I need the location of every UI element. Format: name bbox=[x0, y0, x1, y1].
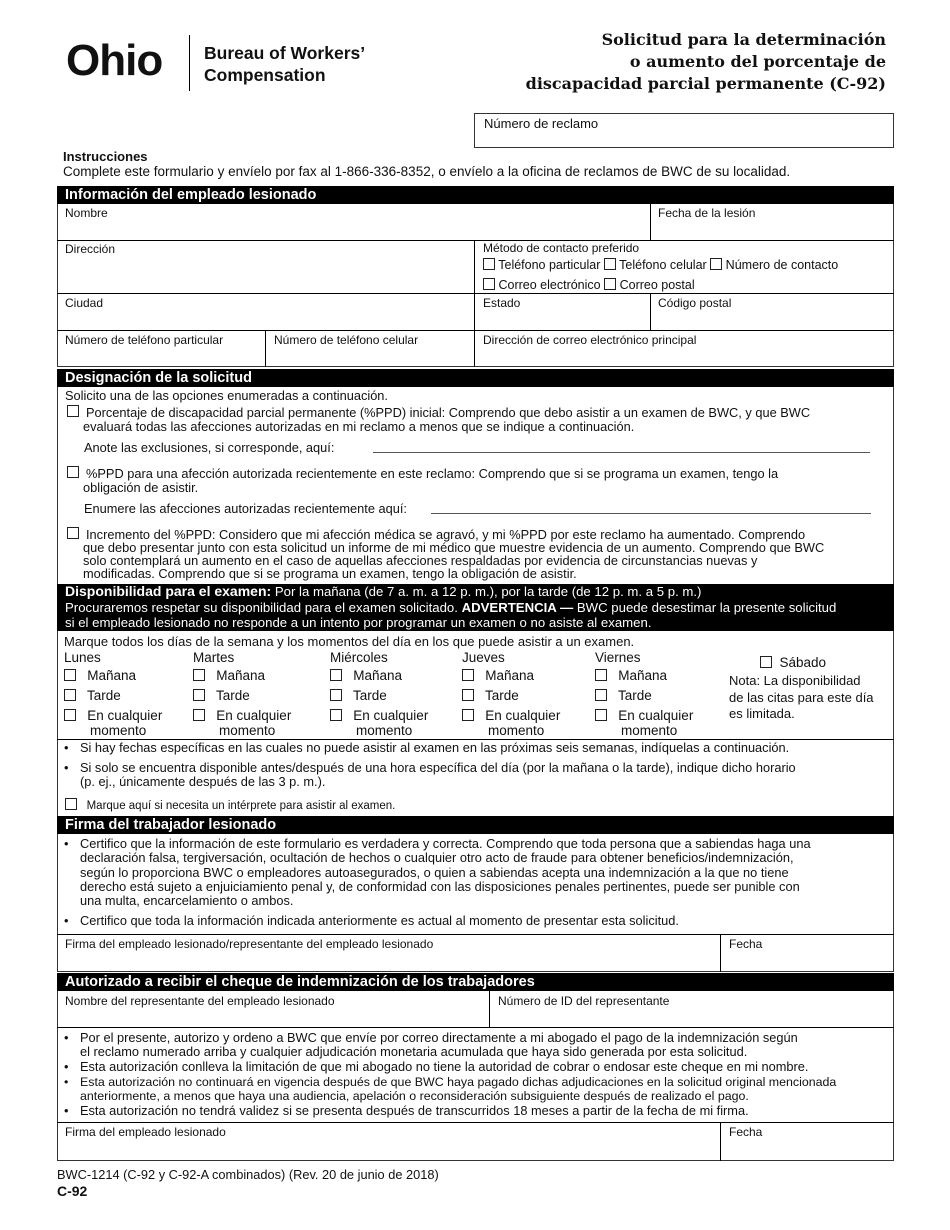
morning-label: Mañana bbox=[485, 668, 535, 683]
cert1-line-4: derecho está sujeto a enjuiciamiento penal y, de conformidad con las disposiciones penales pertinentes, puede ser punible con bbox=[80, 878, 800, 894]
state-field[interactable]: Estado bbox=[483, 296, 521, 310]
injury-date-field[interactable]: Fecha de la lesión bbox=[658, 206, 756, 220]
authorization-signature-field[interactable]: Firma del empleado lesionado bbox=[65, 1125, 226, 1139]
auth3-line-2: anteriormente, a menos que haya una audiencia, apelación o reconsideración subsiguiente después de realizado el pago. bbox=[80, 1089, 749, 1103]
divider bbox=[265, 330, 266, 367]
divider bbox=[57, 1122, 894, 1123]
contact-row-1 bbox=[483, 258, 838, 272]
day-miercoles bbox=[330, 650, 388, 665]
lunes-anytime-option bbox=[64, 708, 162, 738]
miercoles-anytime-option bbox=[330, 708, 428, 738]
contact-number-checkbox[interactable] bbox=[710, 258, 722, 270]
new-conditions-input-line[interactable] bbox=[431, 513, 871, 514]
miercoles-afternoon-option bbox=[330, 688, 387, 703]
day-label: Viernes bbox=[595, 650, 641, 665]
form-title bbox=[526, 29, 886, 95]
availability-header-line-2 bbox=[65, 600, 894, 616]
anytime-label-2: momento bbox=[90, 723, 147, 738]
divider bbox=[650, 293, 651, 330]
ppd-increase-line-1: Incremento del %PPD: Considero que mi afección médica se agravó, y mi %PPD por este reclamo ha aumentado. Comprendo bbox=[86, 527, 806, 542]
day-label: Jueves bbox=[462, 650, 505, 665]
divider bbox=[720, 934, 721, 972]
anytime-label-1: En cualquier bbox=[618, 708, 694, 723]
anytime-label-2: momento bbox=[488, 723, 545, 738]
availability-header-line-1 bbox=[65, 584, 894, 600]
cell-phone-field[interactable]: Número de teléfono celular bbox=[274, 333, 419, 347]
cell-phone-option: Teléfono celular bbox=[619, 258, 707, 272]
interpreter-label: Marque aquí si necesita un intérprete para asistir al examen. bbox=[86, 800, 396, 812]
afternoon-label: Tarde bbox=[87, 688, 121, 703]
home-phone-field[interactable]: Número de teléfono particular bbox=[65, 333, 224, 347]
anytime-label-2: momento bbox=[621, 723, 678, 738]
saturday-note-line-3: es limitada. bbox=[729, 706, 795, 721]
contact-method-label: Método de contacto preferido bbox=[483, 241, 640, 255]
agency-line-1: Bureau of Workers’ bbox=[204, 43, 366, 63]
afternoon-label: Tarde bbox=[353, 688, 387, 703]
signature-section-header: Firma del trabajador lesionado bbox=[57, 816, 894, 834]
afternoon-label: Tarde bbox=[216, 688, 250, 703]
saturday-note-line-2: de las citas para este día bbox=[729, 689, 874, 705]
jueves-morning-option bbox=[462, 668, 534, 683]
saturday-note-line-1: Nota: La disponibilidad bbox=[729, 673, 861, 688]
anytime-checkbox[interactable] bbox=[595, 709, 607, 721]
logo-divider bbox=[189, 35, 190, 91]
afternoon-checkbox[interactable] bbox=[462, 689, 474, 701]
divider bbox=[57, 240, 894, 241]
anytime-checkbox[interactable] bbox=[64, 709, 76, 721]
availability-instruction: Marque todos los días de la semana y los momentos del día en los que puede asistir a un examen. bbox=[64, 634, 635, 649]
day-martes bbox=[193, 650, 234, 665]
new-condition-checkbox[interactable] bbox=[67, 466, 79, 478]
day-viernes bbox=[595, 650, 641, 665]
morning-checkbox[interactable] bbox=[462, 669, 474, 681]
initial-ppd-line-1: Porcentaje de discapacidad parcial permanente (%PPD) inicial: Comprendo que debo asistir a un examen de BWC, y que BWC bbox=[86, 405, 811, 420]
initial-ppd-line-2: evaluará todas las afecciones autorizadas en mi reclamo a menos que se indique a continuación. bbox=[83, 418, 635, 434]
title-line-1: Solicitud para la determinación bbox=[601, 30, 886, 49]
jueves-afternoon-option bbox=[462, 688, 519, 703]
afternoon-label: Tarde bbox=[485, 688, 519, 703]
availability-header-line-3: si el empleado lesionado no responde a un intento por programar un examen o no asiste al examen. bbox=[65, 615, 652, 630]
ppd-increase-line-4: modificadas. Comprendo que si se programa un examen, tengo la obligación de asistir. bbox=[83, 566, 577, 581]
request-section-header: Designación de la solicitud bbox=[57, 369, 894, 387]
martes-afternoon-option bbox=[193, 688, 250, 703]
exclusions-label: Anote las exclusiones, si corresponde, aquí: bbox=[84, 440, 335, 455]
contact-number-option: Número de contacto bbox=[725, 258, 839, 272]
auth1-line-1: • Por el presente, autorizo y ordeno a BWC que envíe por correo directamente a mi abogado el pago de la indemnización según bbox=[80, 1030, 798, 1045]
morning-checkbox[interactable] bbox=[64, 669, 76, 681]
day-label: Martes bbox=[193, 650, 235, 665]
divider bbox=[720, 1122, 721, 1161]
availability-warning: ADVERTENCIA — bbox=[461, 599, 574, 615]
home-phone-option: Teléfono particular bbox=[498, 258, 601, 272]
agency-line-2: Compensation bbox=[204, 65, 326, 85]
authorization-section-header: Autorizado a recibir el cheque de indemnización de los trabajadores bbox=[57, 973, 894, 991]
authorization-bullet-3 bbox=[60, 1075, 836, 1103]
morning-checkbox[interactable] bbox=[193, 669, 205, 681]
divider bbox=[489, 991, 490, 1027]
email-checkbox[interactable] bbox=[483, 278, 495, 290]
representative-name-field[interactable]: Nombre del representante del empleado lesionado bbox=[65, 994, 335, 1008]
afternoon-checkbox[interactable] bbox=[193, 689, 205, 701]
email-option: Correo electrónico bbox=[498, 278, 601, 292]
availability-note-a: Procuraremos respetar su disponibilidad para el examen solicitado. bbox=[65, 599, 458, 615]
form-code: C-92 bbox=[57, 1183, 88, 1199]
time-restriction-line-1: • Si solo se encuentra disponible antes/después de una hora específica del día (por la mañana o la tarde), indique dicho horario bbox=[80, 760, 796, 775]
martes-anytime-option bbox=[193, 708, 291, 738]
anytime-checkbox[interactable] bbox=[330, 709, 342, 721]
email-field[interactable]: Dirección de correo electrónico principal bbox=[483, 333, 697, 347]
day-lunes bbox=[64, 650, 101, 665]
martes-morning-option bbox=[193, 668, 265, 683]
divider bbox=[650, 204, 651, 240]
signature-date-field[interactable]: Fecha bbox=[729, 937, 763, 951]
address-field[interactable]: Dirección bbox=[65, 242, 116, 256]
claim-number-field[interactable] bbox=[474, 113, 894, 148]
morning-label: Mañana bbox=[618, 668, 668, 683]
agency-name bbox=[204, 42, 365, 86]
cert1-line-5: una multa, encarcelamiento o ambos. bbox=[80, 893, 294, 909]
saturday-checkbox[interactable] bbox=[760, 656, 772, 668]
viernes-afternoon-option bbox=[595, 688, 652, 703]
morning-checkbox[interactable] bbox=[330, 669, 342, 681]
anytime-label-1: En cualquier bbox=[485, 708, 561, 723]
anytime-label-2: momento bbox=[219, 723, 276, 738]
viernes-morning-option bbox=[595, 668, 667, 683]
lunes-morning-option bbox=[64, 668, 136, 683]
morning-label: Mañana bbox=[87, 668, 137, 683]
auth3-line-1: • Esta autorización no continuará en vigencia después de que BWC haya pagado dichas adjudicaciones en la solicitud original mencionada bbox=[80, 1075, 837, 1089]
morning-label: Mañana bbox=[216, 668, 266, 683]
jueves-anytime-option bbox=[462, 708, 560, 738]
mail-option: Correo postal bbox=[619, 278, 695, 292]
cell-phone-checkbox[interactable] bbox=[604, 258, 616, 270]
cert1-line-2: declaración falsa, tergiversación, ocultación de hechos o cualquier otro acto de fraude para obtener beneficios/indemnización, bbox=[80, 850, 794, 866]
representative-id-field[interactable]: Número de ID del representante bbox=[498, 994, 670, 1008]
saturday-note bbox=[729, 673, 874, 723]
viernes-anytime-option bbox=[595, 708, 693, 738]
afternoon-checkbox[interactable] bbox=[595, 689, 607, 701]
authorization-date-field[interactable]: Fecha bbox=[729, 1125, 763, 1139]
employee-section-header: Información del empleado lesionado bbox=[57, 186, 894, 204]
certification-bullet-1 bbox=[60, 837, 811, 908]
availability-hours: Por la mañana (de 7 a. m. a 12 p. m.), por la tarde (de 12 p. m. a 5 p. m.) bbox=[274, 584, 702, 599]
ohio-logo: Ohio bbox=[66, 36, 163, 85]
new-condition-option bbox=[83, 466, 876, 495]
afternoon-label: Tarde bbox=[618, 688, 652, 703]
claim-number-label: Número de reclamo bbox=[484, 116, 599, 131]
anytime-checkbox[interactable] bbox=[462, 709, 474, 721]
afternoon-checkbox[interactable] bbox=[330, 689, 342, 701]
contact-row-2 bbox=[483, 278, 695, 292]
exclusions-input-line[interactable] bbox=[373, 452, 870, 453]
time-restriction-line-2: (p. ej., únicamente después de las 3 p. m.). bbox=[80, 774, 326, 789]
home-phone-checkbox[interactable] bbox=[483, 258, 495, 270]
instructions-heading: Instrucciones bbox=[63, 149, 148, 164]
availability-header bbox=[57, 584, 894, 631]
day-label: Lunes bbox=[64, 650, 101, 665]
anytime-label-1: En cualquier bbox=[353, 708, 429, 723]
initial-ppd-checkbox[interactable] bbox=[67, 405, 79, 417]
anytime-label-1: En cualquier bbox=[87, 708, 163, 723]
zip-field[interactable]: Código postal bbox=[658, 296, 732, 310]
title-line-3: discapacidad parcial permanente (C-92) bbox=[525, 74, 886, 93]
form-id: BWC-1214 (C-92 y C-92-A combinados) (Rev. 20 de junio de 2018) bbox=[57, 1167, 439, 1182]
saturday-option bbox=[760, 655, 826, 670]
auth1-line-2: el reclamo numerado arriba y cualquier adjudicación monetaria acumulada que haya sido generada por esta solicitud. bbox=[80, 1044, 748, 1059]
new-condition-line-2: obligación de asistir. bbox=[83, 479, 199, 495]
divider bbox=[57, 1027, 894, 1028]
anytime-label-1: En cualquier bbox=[216, 708, 292, 723]
ppd-increase-option bbox=[83, 527, 876, 581]
divider bbox=[57, 293, 894, 294]
employee-signature-field[interactable]: Firma del empleado lesionado/representante del empleado lesionado bbox=[65, 937, 434, 951]
ppd-increase-checkbox[interactable] bbox=[67, 527, 79, 539]
morning-checkbox[interactable] bbox=[595, 669, 607, 681]
cert1-line-1: • Certifico que la información de este formulario es verdadera y correcta. Comprendo que toda persona que a sabiendas haga una bbox=[80, 836, 811, 851]
interpreter-option bbox=[65, 798, 395, 812]
ppd-increase-line-3: solo contemplará un aumento en el caso de aquellas afecciones respaldadas por evidencia de circunstancias nuevas y bbox=[83, 553, 758, 568]
day-jueves bbox=[462, 650, 505, 665]
new-condition-line-1: %PPD para una afección autorizada recientemente en este reclamo: Comprendo que si se programa un examen, tengo la bbox=[86, 466, 779, 481]
authorization-bullet-1 bbox=[60, 1031, 798, 1059]
title-line-2: o aumento del porcentaje de bbox=[629, 52, 886, 71]
interpreter-checkbox[interactable] bbox=[65, 798, 77, 810]
afternoon-checkbox[interactable] bbox=[64, 689, 76, 701]
unavailable-dates-bullet: • Si hay fechas específicas en las cuales no puede asistir al examen en las próximas seis semanas, indíquelas a continuación. bbox=[60, 741, 789, 755]
certification-bullet-2: • Certifico que toda la información indicada anteriormente es actual al momento de presentar esta solicitud. bbox=[60, 914, 679, 928]
lunes-afternoon-option bbox=[64, 688, 121, 703]
miercoles-morning-option bbox=[330, 668, 402, 683]
availability-title: Disponibilidad para el examen: bbox=[65, 583, 272, 599]
anytime-label-2: momento bbox=[356, 723, 413, 738]
initial-ppd-option bbox=[83, 405, 876, 434]
time-restriction-bullet bbox=[60, 761, 796, 789]
day-label: Miércoles bbox=[330, 650, 388, 665]
new-conditions-label: Enumere las afecciones autorizadas recientemente aquí: bbox=[84, 501, 407, 516]
city-field[interactable]: Ciudad bbox=[65, 296, 104, 310]
instructions-text: Complete este formulario y envíelo por fax al 1-866-336-8352, o envíelo a la oficina de reclamos de BWC de su localidad. bbox=[63, 164, 791, 179]
saturday-label: Sábado bbox=[779, 655, 827, 670]
cert1-line-3: según lo proporciona BWC o empleadores autoasegurados, o quien a sabiendas acepta una indemnización a la que no tiene bbox=[80, 864, 789, 880]
availability-note-b: BWC puede desestimar la presente solicitud bbox=[576, 599, 837, 615]
morning-label: Mañana bbox=[353, 668, 403, 683]
divider bbox=[57, 330, 894, 331]
mail-checkbox[interactable] bbox=[604, 278, 616, 290]
anytime-checkbox[interactable] bbox=[193, 709, 205, 721]
divider bbox=[474, 240, 475, 367]
divider bbox=[57, 934, 894, 935]
authorization-bullet-4: • Esta autorización no tendrá validez si se presenta después de transcurridos 18 meses a partir de la fecha de mi firma. bbox=[60, 1104, 749, 1118]
ppd-increase-line-2: que debo presentar junto con esta solicitud un informe de mi médico que muestre evidencia de un aumento. Comprendo que BWC bbox=[83, 540, 825, 555]
request-intro: Solicito una de las opciones enumeradas a continuación. bbox=[65, 388, 388, 403]
name-field[interactable]: Nombre bbox=[65, 206, 108, 220]
authorization-bullet-2: • Esta autorización conlleva la limitación de que mi abogado no tiene la autoridad de cobrar o endosar este cheque en mi nombre. bbox=[60, 1060, 808, 1074]
